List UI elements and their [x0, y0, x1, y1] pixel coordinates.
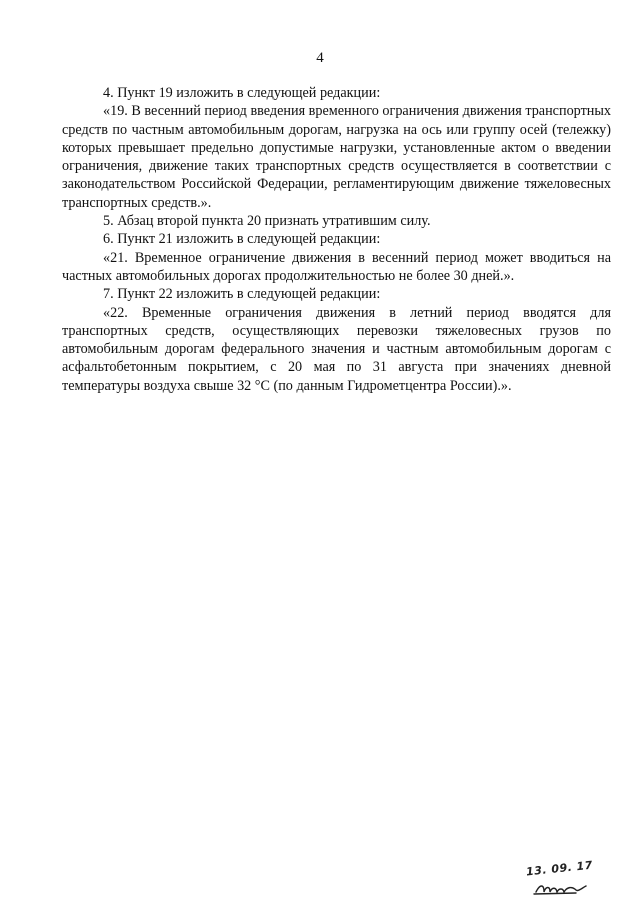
paragraph-item-4-heading: 4. Пункт 19 изложить в следующей редакции:	[103, 85, 381, 101]
handwritten-date: 13. 09. 17	[525, 858, 594, 879]
handwritten-note	[520, 860, 610, 900]
paragraph-item-6-heading: 6. Пункт 21 изложить в следующей редакции:	[103, 231, 381, 248]
paragraph-item-7-heading: 7. Пункт 22 изложить в следующей редакции:	[103, 286, 381, 303]
paragraph-clause-21: «21. Временное ограничение движения в весенний период может вводиться на частных автомобильных дорогах продолжительностью не более 30 дней.».	[62, 249, 611, 284]
paragraph-item-5: 5. Абзац второй пункта 20 признать утратившим силу.	[103, 213, 431, 230]
document-body	[62, 84, 611, 395]
page-number: 4	[316, 50, 324, 66]
paragraph-clause-22: «22. Временные ограничения движения в летний период вводятся для транспортных средств, осуществляющих перевозки тяжеловесных грузов по автомобильным дорогам федерального значения и частным автомобильным дорогам с асфальтобетонным покрытием, с 20 мая по 31 августа при значениях дневной температуры воздуха свыше 32 °С (по данным Гидрометцентра России).».	[62, 304, 611, 394]
paragraph-clause-19: «19. В весенний период введения временного ограничения движения транспортных средств по частным автомобильным дорогам, нагрузка на ось или группу осей (тележку) которых превышает предельно допустимые нагрузки, установленные актом о введении ограничения, движение таких транспортных средств осуществляется в соответствии с законодательством Российской Федерации, регламентирующим движение тяжеловесных транспортных средств.».	[62, 103, 611, 211]
handwritten-signature	[532, 878, 592, 898]
